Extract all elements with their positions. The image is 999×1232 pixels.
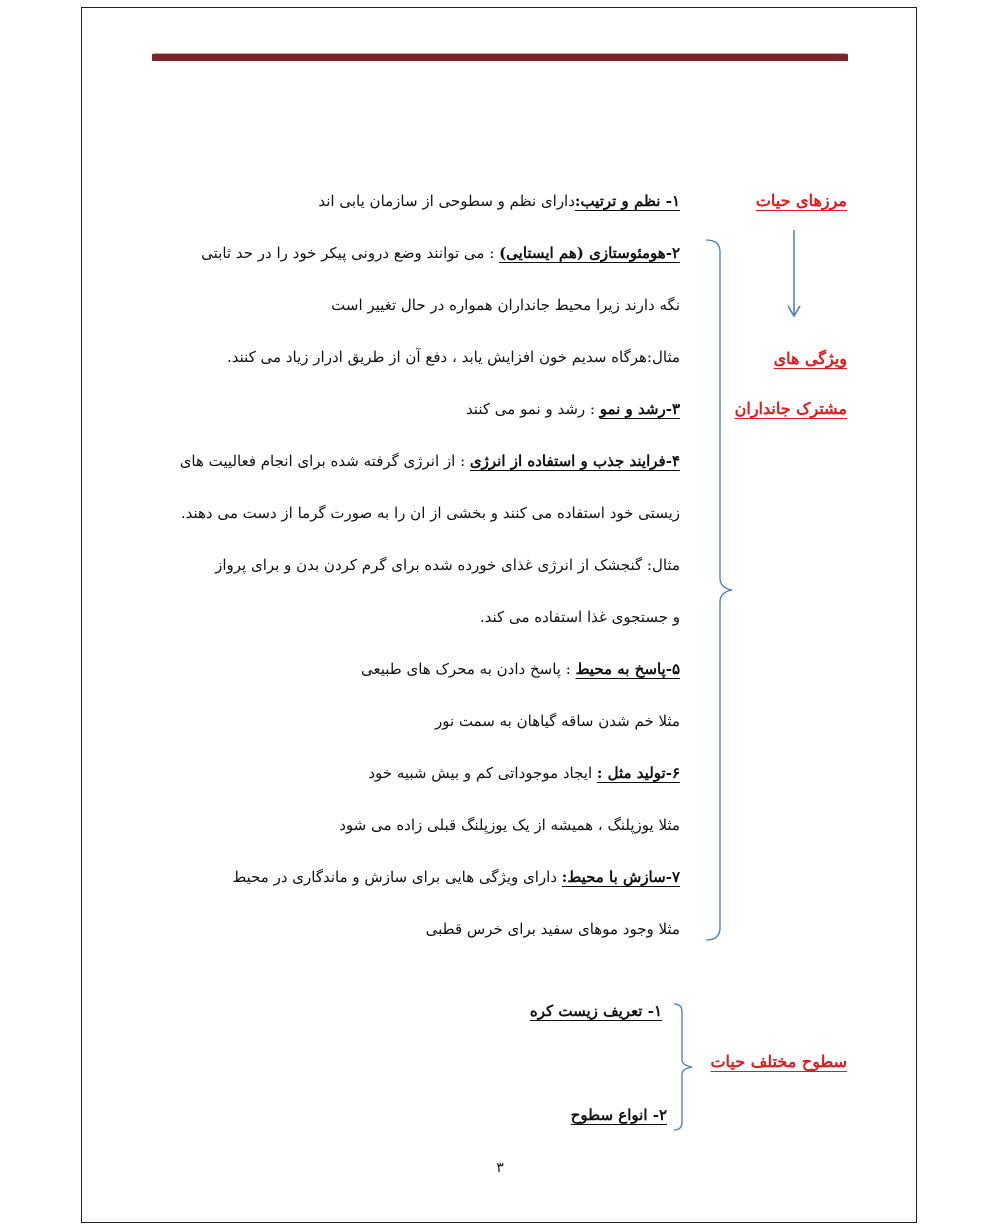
item-2-text: : می توانند وضع درونی پیکر خود را در حد ثابتی [201, 244, 500, 262]
item-3-text: : رشد و نمو می کنند [465, 400, 600, 418]
item-4-example-1: مثال: گنجشک از انرژی غذای خورده شده برای گرم کردن بدن و برای پرواز [215, 556, 680, 574]
item-4-continuation: زیستی خود استفاده می کنند و بخشی از ان را به صورت گرما از دست می دهند. [180, 504, 680, 522]
item-7 [232, 866, 680, 888]
item-7-example: مثلا وجود موهای سفید برای خرس قطبی [425, 920, 680, 938]
sidebar-common-line1: ویژگی های [773, 349, 847, 368]
item-5-keyword: ۵-پاسخ به محیط [575, 660, 680, 678]
item-5 [361, 658, 680, 680]
item-1-text: دارای نظم و سطوحی از سازمان یابی اند [318, 192, 575, 210]
item-5-text: : پاسخ دادن به محرک های طبیعی [361, 660, 576, 678]
item-4-keyword: ۴-فرایند جذب و استفاده از انرژی [469, 452, 680, 470]
header-rule [152, 54, 848, 61]
item-5-example: مثلا خم شدن ساقه گیاهان به سمت نور [434, 712, 680, 730]
levels-brace [670, 1002, 700, 1132]
item-2-example: مثال:هرگاه سدیم خون افزایش یابد ، دفع آن از طریق ادرار زیاد می کنند. [226, 348, 680, 366]
item-2 [201, 242, 680, 264]
item-6-example: مثلا یوزپلنگ ، همیشه از یک یوزپلنگ قبلی زاده می شود [339, 816, 680, 834]
item-6-text: ایجاد موجوداتی کم و بیش شبیه خود [368, 764, 597, 782]
item-4-text: : از انرژی گرفته شده برای انجام فعالییت های [179, 452, 470, 470]
down-arrow-icon [784, 230, 804, 320]
item-7-keyword: ۷-سازش با محیط: [561, 868, 680, 886]
item-6-keyword: ۶-تولید مثل : [596, 764, 680, 782]
items-brace [700, 238, 740, 942]
item-4-example-2: و جستجوی غذا استفاده می کند. [479, 608, 680, 626]
item-7-text: دارای ویژگی هایی برای سازش و ماندگاری در محیط [232, 868, 562, 886]
item-6 [368, 762, 680, 784]
item-2-continuation: نگه دارند زیرا محیط جانداران همواره در حال تغییر است [331, 296, 680, 314]
item-1 [318, 190, 680, 212]
item-3 [466, 398, 680, 420]
item-2-keyword: ۲-هومئوستازی (هم ایستایی) [499, 244, 680, 262]
item-3-keyword: ۳-رشد و نمو [599, 400, 680, 418]
level-item-2: ۲- انواع سطوح [570, 1106, 667, 1124]
sidebar-boundaries-label: مرزهای حیات [755, 191, 847, 210]
page-number: ۳ [496, 1160, 504, 1176]
sidebar-levels-label: سطوح مختلف حیات [710, 1052, 847, 1071]
level-item-1: ۱- تعریف زیست کره [529, 1002, 662, 1020]
sidebar-common-line2: مشترک جانداران [734, 399, 847, 418]
item-1-keyword: ۱- نظم و ترتیب: [574, 192, 680, 210]
item-4 [180, 450, 680, 472]
